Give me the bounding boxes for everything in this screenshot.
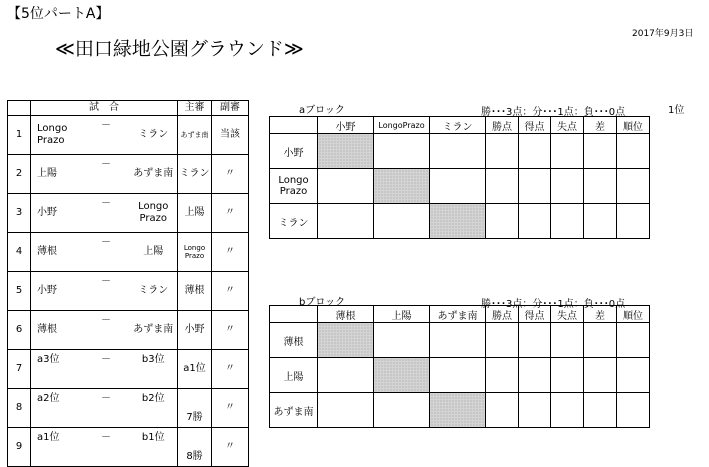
match-team-1: 上陽: [31, 155, 83, 194]
match-number: 9: [8, 428, 31, 467]
self-match-cell: [374, 358, 430, 393]
stat-cell: [519, 393, 551, 428]
row-team-label: あずま南: [270, 393, 318, 428]
result-cell: [318, 169, 374, 204]
block-b-points-legend: 勝･･･3点：分･･･1点：負･･･0点: [481, 299, 626, 310]
stat-cell: [584, 204, 617, 239]
match-row: [8, 389, 249, 428]
team-column-header: 薄根: [318, 306, 374, 323]
team-column-header: 上陽: [374, 306, 430, 323]
assistant-referee: 〃: [212, 350, 249, 389]
result-cell: [374, 204, 430, 239]
stat-cell: [617, 134, 650, 169]
result-cell: [374, 134, 430, 169]
self-match-cell: [318, 134, 374, 169]
row-team-label: Longo Prazo: [270, 169, 318, 204]
stat-cell: [519, 323, 551, 358]
stat-cell: [617, 204, 650, 239]
stat-cell: [551, 358, 584, 393]
block-b-label: bブロック: [299, 297, 346, 308]
match-number: 3: [8, 194, 31, 233]
match-team-1: 小野: [31, 194, 83, 233]
chief-referee: 上陽: [178, 194, 212, 233]
block-corner-cell: [270, 117, 318, 134]
block-corner-cell: [270, 306, 318, 323]
block-a-table: [269, 116, 650, 239]
match-versus-dash: －: [83, 116, 130, 155]
match-row: [8, 272, 249, 311]
self-match-cell: [318, 323, 374, 358]
stat-cell: [617, 323, 650, 358]
chief-referee: 薄根: [178, 272, 212, 311]
assistant-referee: 〃: [212, 233, 249, 272]
match-number: 5: [8, 272, 31, 311]
chief-referee: ミラン: [178, 155, 212, 194]
match-team-1: 小野: [31, 272, 83, 311]
assistant-referee: 〃: [212, 272, 249, 311]
stat-cell: [486, 204, 519, 239]
match-team-1: a2位: [31, 389, 83, 428]
self-match-cell: [430, 393, 486, 428]
stat-cell: [519, 169, 551, 204]
stat-column-header: 勝点: [486, 306, 519, 323]
stat-column-header: 失点: [551, 306, 584, 323]
stat-column-header: 順位: [617, 306, 650, 323]
result-cell: [430, 134, 486, 169]
chief-referee: 小野: [178, 311, 212, 350]
chief-referee: あずま南: [178, 116, 212, 155]
assistant-referee: 当該: [212, 116, 249, 155]
block-team-row: [270, 134, 650, 169]
match-team-2: b1位: [130, 428, 178, 467]
match-row: [8, 194, 249, 233]
match-row: [8, 155, 249, 194]
block-header-row: [270, 117, 650, 134]
result-cell: [430, 358, 486, 393]
chief-referee: Longo Prazo: [178, 233, 212, 272]
match-team-1: 薄根: [31, 233, 83, 272]
match-number: 2: [8, 155, 31, 194]
block-header-row: [270, 306, 650, 323]
result-cell: [318, 393, 374, 428]
stat-cell: [486, 169, 519, 204]
match-number: 7: [8, 350, 31, 389]
match-team-1: Longo Prazo: [31, 116, 83, 155]
stat-column-header: 順位: [617, 117, 650, 134]
header-chief-referee: 主審: [178, 101, 212, 116]
match-number: 1: [8, 116, 31, 155]
match-row: [8, 233, 249, 272]
stat-column-header: 勝点: [486, 117, 519, 134]
match-team-2: 上陽: [130, 233, 178, 272]
row-team-label: ミラン: [270, 204, 318, 239]
header-match: [31, 101, 178, 116]
match-team-2: b2位: [130, 389, 178, 428]
match-number: 8: [8, 389, 31, 428]
match-row: [8, 311, 249, 350]
schedule-header-row: [8, 101, 249, 116]
self-match-cell: [374, 169, 430, 204]
match-versus-dash: －: [83, 389, 130, 428]
match-team-2: あずま南: [130, 311, 178, 350]
page-title: 【5位パートA】: [7, 6, 110, 22]
stat-column-header: 得点: [519, 117, 551, 134]
stat-cell: [486, 358, 519, 393]
stat-cell: [551, 393, 584, 428]
event-date: 2017年9月3日: [632, 29, 694, 39]
match-versus-dash: －: [83, 428, 130, 467]
match-versus-dash: －: [83, 233, 130, 272]
block-team-row: [270, 393, 650, 428]
match-versus-dash: －: [83, 155, 130, 194]
assistant-referee: 〃: [212, 389, 249, 428]
header-match-label: 試合: [89, 102, 129, 113]
stat-cell: [551, 169, 584, 204]
stat-cell: [551, 323, 584, 358]
match-team-1: a1位: [31, 428, 83, 467]
assistant-referee: 〃: [212, 155, 249, 194]
result-cell: [374, 393, 430, 428]
team-column-header: 小野: [318, 117, 374, 134]
block-a-note: 1位: [668, 105, 685, 116]
stat-cell: [617, 393, 650, 428]
stat-cell: [486, 393, 519, 428]
block-team-row: [270, 358, 650, 393]
stat-cell: [584, 134, 617, 169]
header-assistant-referee: 副審: [212, 101, 249, 116]
match-team-1: a3位: [31, 350, 83, 389]
self-match-cell: [430, 204, 486, 239]
venue-title: ≪田口緑地公園グラウンド≫: [55, 38, 304, 60]
match-number: 6: [8, 311, 31, 350]
stat-cell: [519, 134, 551, 169]
result-cell: [430, 169, 486, 204]
result-cell: [374, 323, 430, 358]
result-cell: [318, 358, 374, 393]
match-row: [8, 428, 249, 467]
stat-cell: [584, 323, 617, 358]
match-team-2: b3位: [130, 350, 178, 389]
stat-column-header: 得点: [519, 306, 551, 323]
team-column-header: あずま南: [430, 306, 486, 323]
match-versus-dash: －: [83, 350, 130, 389]
block-a-label: aブロック: [299, 105, 345, 116]
match-versus-dash: －: [83, 311, 130, 350]
match-number: 4: [8, 233, 31, 272]
stat-cell: [551, 204, 584, 239]
stat-cell: [584, 358, 617, 393]
match-row: [8, 350, 249, 389]
row-team-label: 薄根: [270, 323, 318, 358]
stat-column-header: 差: [584, 117, 617, 134]
row-team-label: 小野: [270, 134, 318, 169]
stat-cell: [617, 358, 650, 393]
match-team-2: Longo Prazo: [130, 194, 178, 233]
chief-referee: 8勝: [178, 428, 212, 467]
team-column-header: ミラン: [430, 117, 486, 134]
block-a-points-legend: 勝･･･3点：分･･･1点：負･･･0点: [481, 107, 626, 118]
assistant-referee: 〃: [212, 311, 249, 350]
header-no-cell: [8, 101, 31, 116]
stat-cell: [486, 323, 519, 358]
stat-cell: [584, 393, 617, 428]
block-b-table: [269, 305, 650, 428]
block-team-row: [270, 204, 650, 239]
match-versus-dash: －: [83, 272, 130, 311]
block-team-row: [270, 169, 650, 204]
result-cell: [318, 204, 374, 239]
match-team-1: 薄根: [31, 311, 83, 350]
row-team-label: 上陽: [270, 358, 318, 393]
chief-referee: 7勝: [178, 389, 212, 428]
match-team-2: あずま南: [130, 155, 178, 194]
result-cell: [430, 323, 486, 358]
stat-cell: [617, 169, 650, 204]
match-schedule-table: [7, 100, 249, 467]
stat-column-header: 差: [584, 306, 617, 323]
stat-cell: [519, 204, 551, 239]
match-versus-dash: －: [83, 194, 130, 233]
stat-column-header: 失点: [551, 117, 584, 134]
block-team-row: [270, 323, 650, 358]
match-team-2: ミラン: [130, 116, 178, 155]
match-row: [8, 116, 249, 155]
stat-cell: [486, 134, 519, 169]
stat-cell: [551, 134, 584, 169]
match-team-2: ミラン: [130, 272, 178, 311]
team-column-header: LongoPrazo: [374, 117, 430, 134]
chief-referee: a1位: [178, 350, 212, 389]
assistant-referee: 〃: [212, 194, 249, 233]
assistant-referee: 〃: [212, 428, 249, 467]
stat-cell: [584, 169, 617, 204]
stat-cell: [519, 358, 551, 393]
